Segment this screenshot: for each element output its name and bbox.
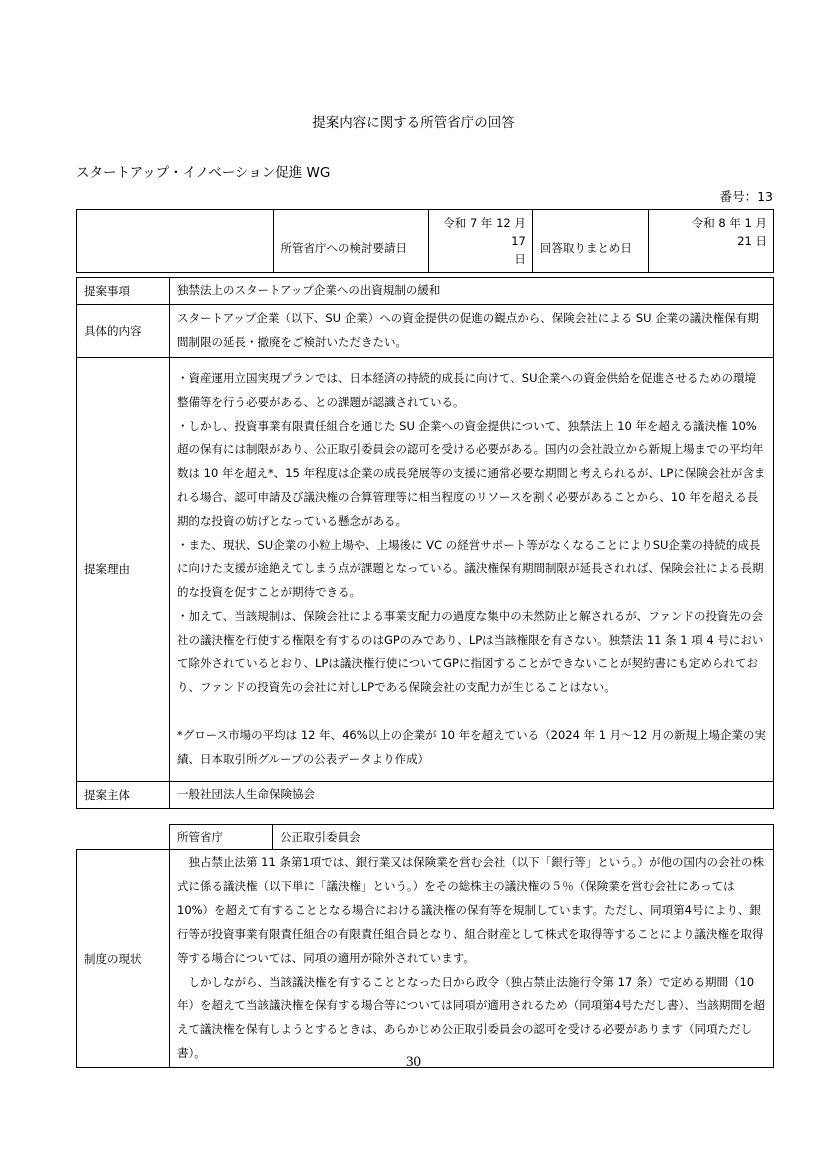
request-date-table: [76, 209, 774, 273]
reason-label: 提案理由: [77, 357, 170, 781]
entity-value: 一般社団法人生命保険協会: [170, 781, 774, 808]
reason-paragraph: ・資産運用立国実現プランでは、日本経済の持続的成長に向けて、SU企業への資金供給を促進させるための環境整備等を行う必要がある、との課題が認識されている。: [177, 370, 756, 409]
answer-date-line2: 21 日: [737, 234, 767, 248]
working-group-name: スタートアップ・イノベーション促進 WG: [76, 165, 331, 181]
detail-label: 具体的内容: [77, 304, 170, 357]
reason-paragraph: ・しかし、投資事業有限責任組合を通じた SU 企業への資金提供について、独禁法上 10 年を超える議決権 10%超の保有には制限があり、公正取引委員会の認可を受ける必要がある。国内の会社設立から新規上場までの平均年数は 10 年を超え*、15 年程度は企業の成長発展等の支援に通常必要な期間と考えられるが、LPに保険会社が含まれる場合、認可申請及び議決権の合算管理等に相当程度のリソースを割く必要があることから、10 年を超える長期的な投資の妨げとなっている懸念がある。: [177, 418, 766, 528]
page-number: 30: [406, 1054, 421, 1070]
reason-value: [170, 357, 774, 781]
document-title: 提案内容に関する所管省庁の回答: [312, 115, 515, 131]
proposal-number: 番号：13: [719, 189, 773, 204]
request-date-line1: 令和 7 年 12 月 17: [443, 216, 526, 248]
answer-date-label: 回答取りまとめ日: [532, 210, 649, 273]
status-paragraph: 独占禁止法第 11 条第1項では、銀行業又は保険業を営む会社（以下「銀行等」という。）が他の国内の会社の株式に係る議決権（以下単に「議決権」という。）をその総株主の議決権の５％（保険業を営む会社にあっては 10%）を超えて有することとなる場合における議決権の保有等を規制しています。ただし、同項第4号により、銀行等が投資事業有限責任組合の有限責任組合員となり、組合財産として株式を取得等することにより議決権を取得等する場合については、同項の適用が除外されています。: [177, 855, 765, 965]
reason-paragraph: ・また、現状、SU企業の小粒上場や、上場後に VC の経営サポート等がなくなることによりSU企業の持続的成長に向けた支援が途絶えてしまう点が課題となっている。議決権保有期間制限が延長されれば、保険会社による長期的な投資を促すことが期待できる。: [177, 537, 764, 600]
reason-paragraph: ・加えて、当該規制は、保険会社による事業支配力の過度な集中の未然防止と解されるが、ファンドの投資先の会社の議決権を行使する権限を有するのはGPのみであり、LPは当該権限を有さない。独禁法 11 条 1 項 4 号において除外されているとおり、LPは議決権行使についてGPに指図することができないことが契約書にも定められており、ファンドの投資先の会社に対しLPである保険会社の支配力が生じることはない。: [177, 608, 764, 695]
proposal-item-label: 提案事項: [77, 278, 170, 305]
reason-footnote: *グロース市場の平均は 12 年、46%以上の企業が 10 年を超えている（2024 年 1 月～12 月の新規上場企業の実績、日本取引所グループの公表データより作成）: [177, 728, 766, 766]
answer-date-line1: 令和 8 年 1 月: [691, 216, 767, 230]
reason-spacer: [177, 700, 766, 724]
detail-value: スタートアップ企業（以下、SU 企業）への資金提供の促進の観点から、保険会社による SU 企業の議決権保有期間制限の延長・撤廃をご検討いただきたい。: [170, 304, 774, 357]
ministry-value: 公正取引委員会: [273, 825, 774, 850]
entity-label: 提案主体: [77, 781, 170, 808]
proposal-table: [76, 277, 774, 809]
proposal-item-value: 独禁法上のスタートアップ企業への出資規制の緩和: [170, 278, 774, 305]
status-value: [170, 850, 774, 1068]
blank-cell: [77, 210, 274, 273]
status-label: 制度の現状: [77, 850, 170, 1068]
request-date-line2: 日: [514, 252, 526, 266]
answer-date-value: [649, 210, 774, 273]
request-date-value: [428, 210, 532, 273]
blank-cell: [77, 825, 170, 850]
request-date-label: 所管省庁への検討要請日: [273, 210, 428, 273]
ministry-table: [76, 824, 774, 1068]
ministry-label: 所管省庁: [170, 825, 273, 850]
status-paragraph: しかしながら、当該議決権を有することとなった日から政令（独占禁止法施行令第 17 条）で定める期間（10 年）を超えて当該議決権を保有する場合等については同項が適用されるため（同項第4号ただし書）、当該期間を超えて議決権を保有しようとするときは、あらかじめ公正取引委員会の認可を受ける必要があります（同項ただし書）。: [177, 974, 765, 1061]
